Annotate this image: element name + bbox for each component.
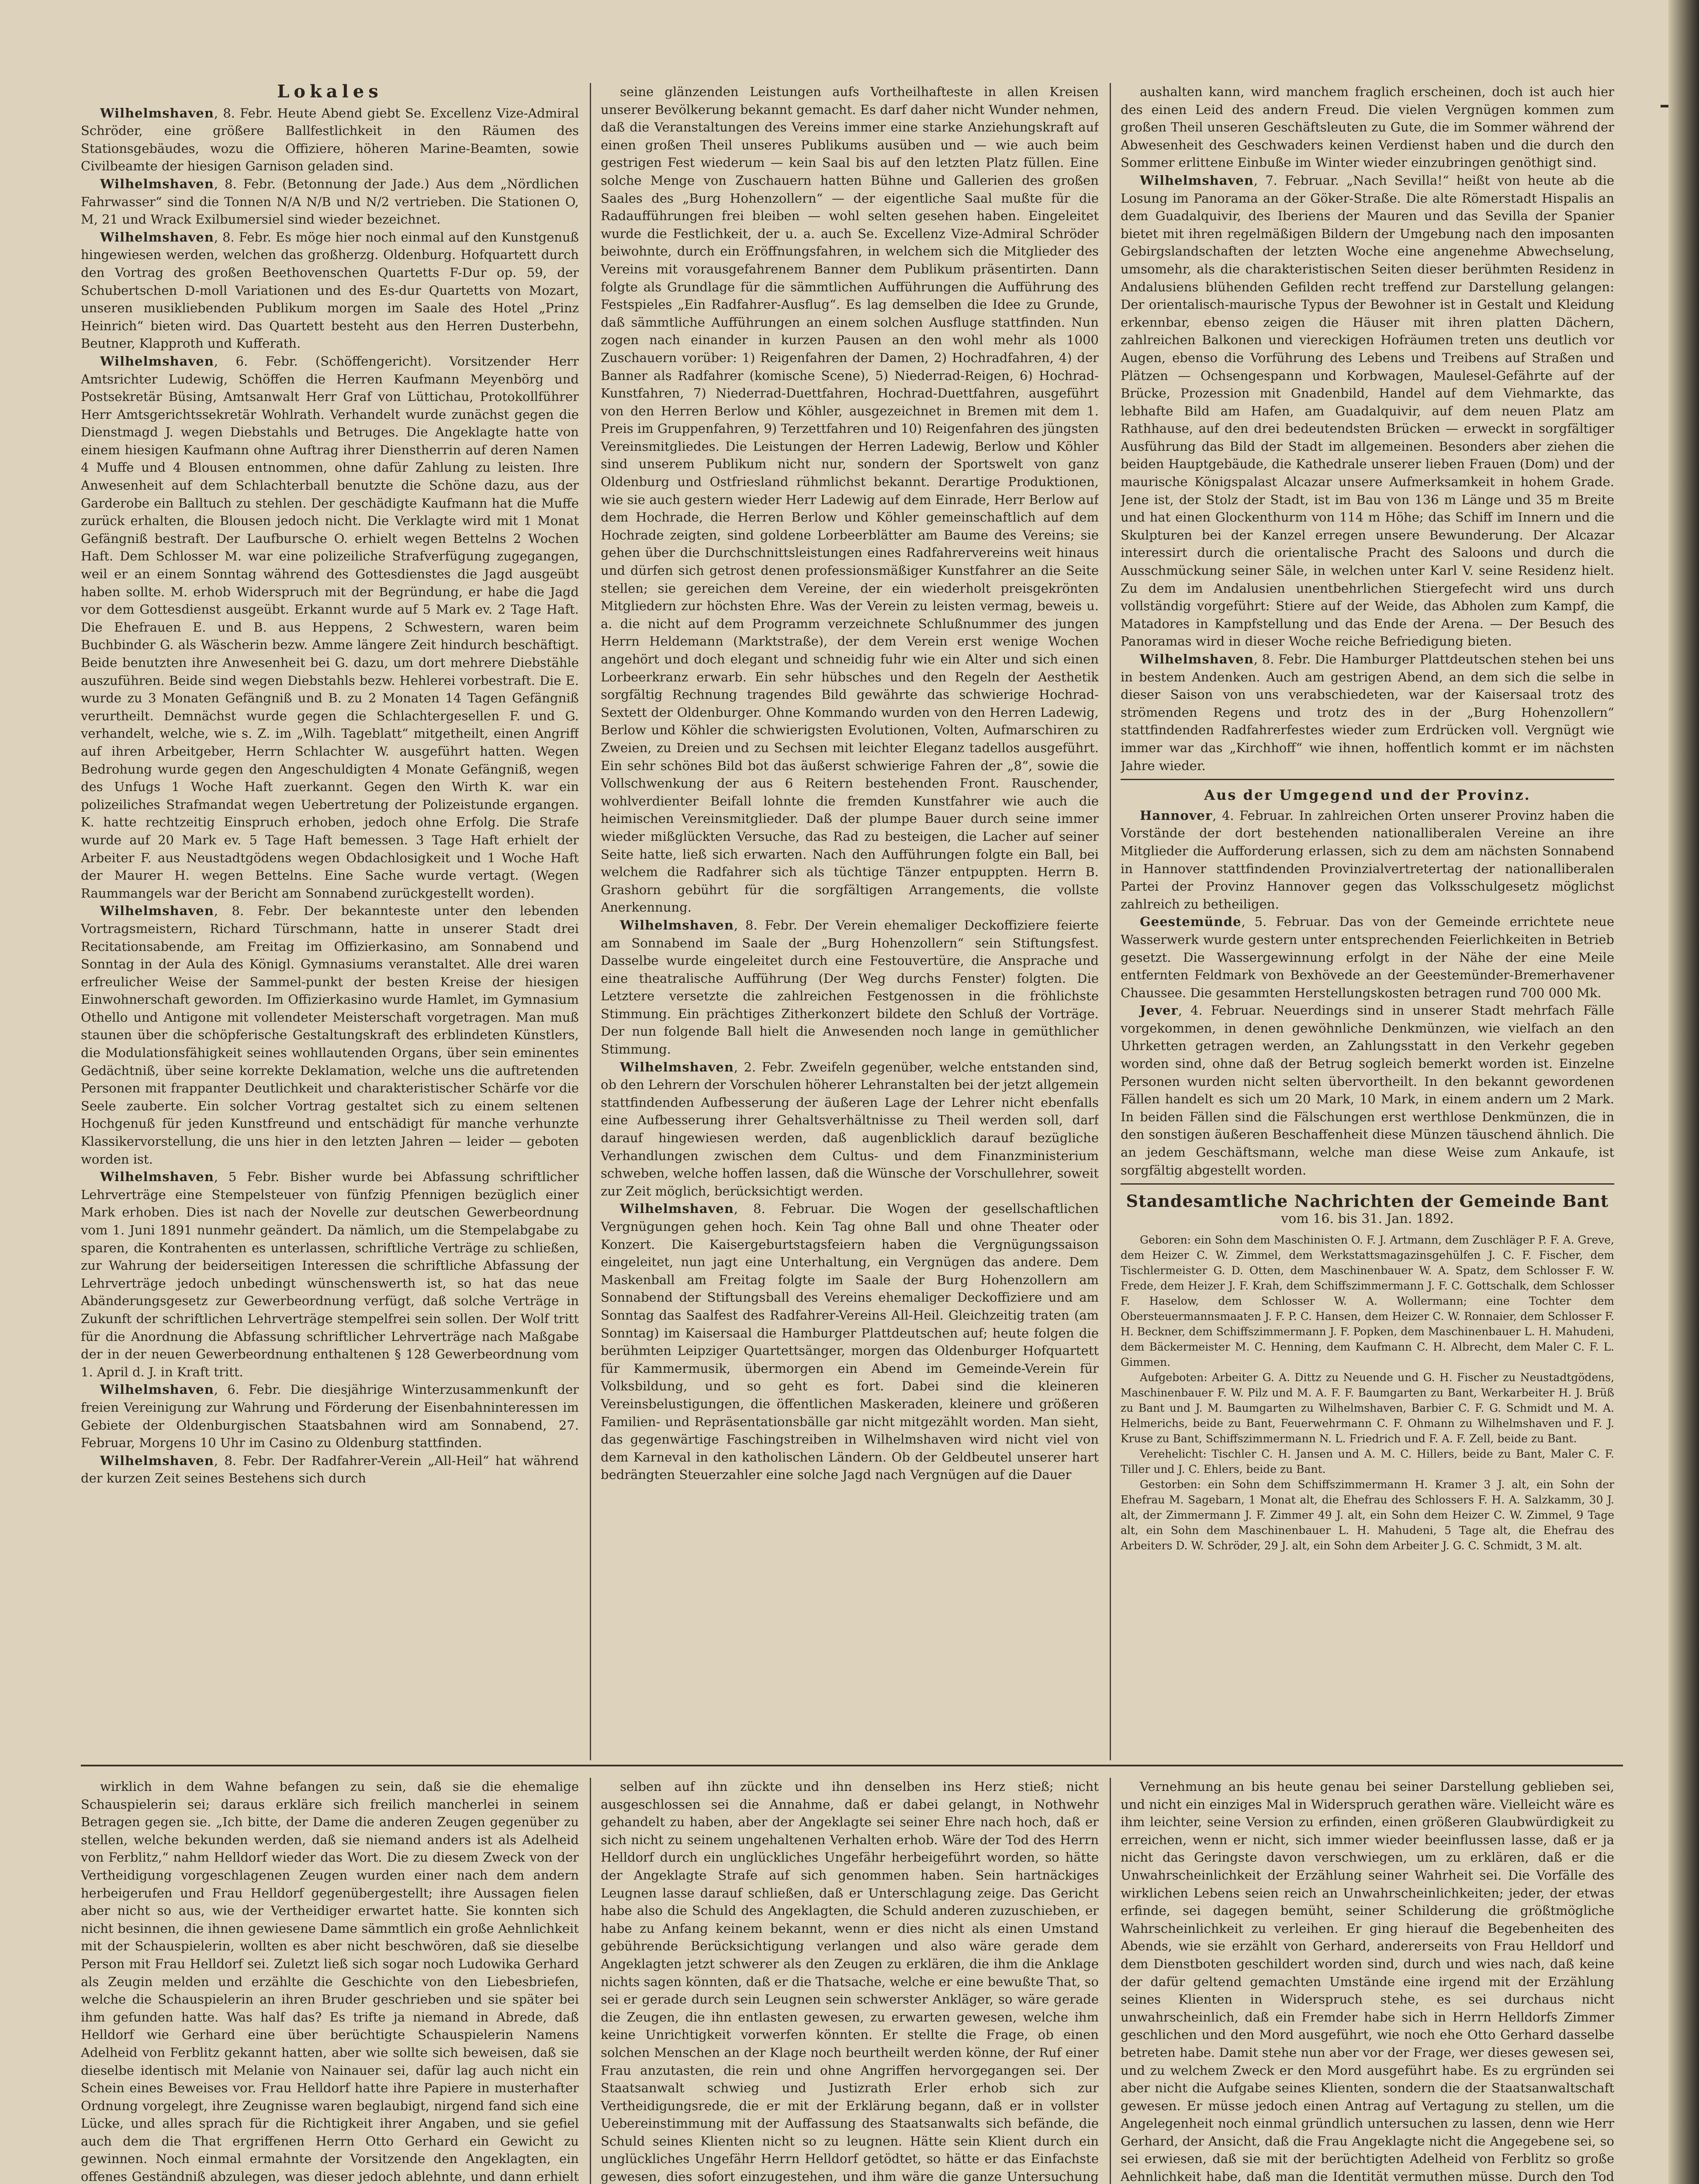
column-2 bbox=[601, 83, 1099, 1760]
feuilleton-divider bbox=[81, 1765, 1623, 1766]
column-1 bbox=[81, 83, 579, 1760]
news-item bbox=[1121, 83, 1614, 172]
news-item bbox=[81, 1381, 579, 1451]
civil-registry-entries bbox=[1121, 1232, 1614, 1553]
upper-section bbox=[81, 83, 1658, 1760]
section-rule bbox=[1121, 779, 1614, 780]
news-item bbox=[601, 83, 1099, 916]
dateline-place: Wilhelmshaven bbox=[620, 1059, 734, 1075]
dateline-place: Wilhelmshaven bbox=[100, 1453, 214, 1468]
news-text: , 8. Febr. (Betonnung der Jade.) Aus dem „Nördlichen Fahrwasser“ sind die Tonnen N/A N/B und N/2 vertrieben. Die Stationen O, M, 21 und Wrack Exilbumersiel sind wieder bezeichnet. bbox=[81, 176, 579, 227]
news-item bbox=[81, 902, 579, 1168]
news-item bbox=[81, 352, 579, 902]
column-divider bbox=[590, 83, 591, 1760]
dateline-place: Wilhelmshaven bbox=[100, 229, 214, 245]
column-3-region-news bbox=[1121, 807, 1614, 1179]
book-spine bbox=[1668, 0, 1699, 2184]
news-text: , 5 Febr. Bisher wurde bei Abfassung schriftlicher Lehrverträge eine Stempelsteuer von fünfzig Pfennigen bezüglich einer Mark erhoben. Dies ist nach der Novelle zur deutschen Gewerbeordnung vom 1. Juni 1891 nunmehr geändert. Da nämlich, um die Stempelabgabe zu sparen, die Kontrahenten es unterlassen, schriftliche Verträge zu schließen, zur Wahrung der beiderseitigen Interessen die schriftliche Abfassung der Lehrverträge jedoch unbedingt wünschenswerth ist, so hat das neue Abänderungsgesetz zur Gewerbeordnung verfügt, daß solche Verträge in Zukunft der schriftlichen Lehrverträge stempelfrei sein sollen. Der Wolf tritt für die Anordnung die Abfassung schriftlicher Lehrverträge nach Maßgabe der in der neuen Gewerbeordnung enthaltenen § 128 Gewerbeordnung vom 1. April d. J. in Kraft tritt. bbox=[81, 1169, 579, 1379]
news-text: , 8. Februar. Die Wogen der gesellschaftlichen Vergnügungen gehen hoch. Kein Tag ohne Ball und ohne Theater oder Konzert. Die Kaisergeburtstagsfeiern haben die Vergnügungssaison eingeleitet, nun jagt eine Unterhaltung, ein Vergnügen das andere. Dem Maskenball am Freitag folgte im Saale der Burg Hohenzollern am Sonnabend der Stiftungsball des Vereins ehemaliger Deckoffiziere und am Sonntag das Saalfest des Radfahrer-Vereins All-Heil. Gleichzeitig traten (am Sonntag) im Kaisersaal die Hamburger Plattdeutschen auf; heute folgen die berühmten Leipziger Quartettsänger, morgen das Oldenburger Hofquartett für Kammermusik, übermorgen ein Abend im Gemeinde-Verein für Volksbildung, und so geht es fort. Dabei sind die kleineren Vereinsbelustigungen, die öffentlichen Maskeraden, kleinere und größeren Familien- und Repräsentationsbälle gar nicht mitgezählt worden. Man sieht, das gegenwärtige Faschingstreiben in Wilhelmshaven wird nicht viel von dem Karneval in den katholischen Ländern. Ob der Geldbeutel unserer hart bedrängten Steuerzahler eine solche Jagd nach Vergnügen auf die Dauer bbox=[601, 1201, 1099, 1482]
region-section-title: Aus der Umgegend und der Provinz. bbox=[1204, 787, 1531, 804]
section-rule bbox=[1121, 1183, 1614, 1185]
dateline-place: Wilhelmshaven bbox=[100, 1382, 214, 1397]
dateline-place: Jever bbox=[1140, 1003, 1178, 1018]
news-text: , 4. Februar. Neuerdings sind in unserer Stadt mehrfach Fälle vorgekommen, in denen gewöhnliche Denkmünzen, wie vielfach an den Uhrketten getragen werden, an Zahlungsstatt in den Verkehr gegeben worden sind, ohne daß der Betrug sogleich bemerkt worden ist. Einzelne Personen wurden nicht selten übervortheilt. In den bekannt gewordenen Fällen handelt es sich um 20 Mark, 10 Mark, in einem andern um 2 Mark. In beiden Fällen sind die Fälschungen erst werthlose Denkmünzen, die in den sonstigen äußeren Beschaffenheit diese Münzen täuschend ähnlich. Die an jedem Geschäftsmann, welche man diese Weise zum Ankaufe, ist sorgfältig abgestellt worden. bbox=[1121, 1003, 1614, 1178]
civil-registry-dates: vom 16. bis 31. Jan. 1892. bbox=[1281, 1211, 1454, 1227]
dateline-place: Wilhelmshaven bbox=[100, 1169, 214, 1185]
column-divider bbox=[1110, 1778, 1111, 2184]
news-text: , 6. Febr. (Schöffengericht). Vorsitzender Herr Amtsrichter Ludewig, Schöffen die Herren Kaufmann Meyenbörg und Postsekretär Büsing, Amtsanwalt Herr Graf von Lüttichau, Protokollführer Herr Amtsgerichtssekretär Wohlrath. Verhandelt wurde zunächst gegen die Dienstmagd J. wegen Diebstahls und Betruges. Die Angeklagte hatte von einem hiesigen Kaufmann ohne Auftrag ihrer Dienstherrin auf deren Namen 4 Muffe und 4 Blousen entnommen, ohne dafür Zahlung zu leisten. Ihre Anwesenheit auf dem Schlachterball benutzte die Schöne dazu, aus der Garderobe ein Balltuch zu stehlen. Der geschädigte Kaufmann hat die Muffe zurück erhalten, die Blousen jedoch nicht. Die Verklagte wird mit 1 Monat Gefängniß bestraft. Der Laufbursche O. erhielt wegen Bettelns 2 Wochen Haft. Dem Schlosser M. war eine polizeiliche Strafverfügung zugegangen, weil er an einem Sonntag während des Gottesdienstes die Jagd ausgeübt haben sollte. M. erhob Widerspruch mit der Begründung, er habe die Jagd vor dem Gottesdienst ausgeübt. Erkannt wurde auf 5 Mark ev. 2 Tage Haft. Die Ehefrauen E. und B. aus Heppens, 2 Schwestern, waren beim Buchbinder G. als Wäscherin bezw. Amme längere Zeit hindurch beschäftigt. Beide benutzten ihre Anwesenheit bei G. dazu, um dort mehrere Diebstähle auszuführen. Beide sind wegen Diebstahls bezw. Hehlerei vorbestraft. Die E. wurde zu 3 Monaten Gefängniß und B. zu 2 Monaten 14 Tagen Gefängniß verurtheilt. Demnächst wurde gegen die Schlachtergesellen F. und G. verhandelt, welche, wie s. Z. im „Wilh. Tageblatt“ mitgetheilt, einen Angriff auf ihren Arbeitgeber, Herrn Schlachter W. ausgeführt hatten. Wegen Bedrohung wurde gegen den Angeschuldigten 4 Monate Gefängniß, wegen des Unfugs 1 Woche Haft zuerkannt. Gegen den Wirth K. war ein polizeiliches Strafmandat wegen Uebertretung der Polizeistunde ergangen. K. hatte rechtzeitig Einspruch erhoben, jedoch ohne Erfolg. Die Strafe wurde auf 20 Mark ev. 5 Tage Haft bemessen. 3 Tage Haft erhielt der Arbeiter F. aus Neustadtgödens wegen Obdachlosigkeit und 1 Woche Haft der Maurer H. wegen Bettelns. Eine Sache wurde vertagt. (Wegen Raummangels war der Bericht am Sonnabend zurückgestellt worden). bbox=[81, 353, 579, 901]
news-text: , 2. Febr. Zweifeln gegenüber, welche entstanden sind, ob den Lehrern der Vorschulen höherer Lehranstalten bei der jetzt allgemein stattfindenden Aufbesserung der äußeren Lage der Lehrer nicht ebenfalls eine Aufbesserung ihrer Gehaltsverhältnisse zu Theil werden soll, darf darauf hingewiesen werden, daß augenblicklich darauf bezügliche Verhandlungen zwischen dem Cultus- und dem Finanzministerium schweben, welche hoffen lassen, daß die Wünsche der Vorschullehrer, soweit zur Zeit möglich, berücksichtigt werden. bbox=[601, 1059, 1099, 1199]
registry-entry: Geboren: ein Sohn dem Maschinisten O. F. J. Artmann, dem Zuschläger P. F. A. Greve, dem Heizer C. W. Zimmel, dem Werkstattsmagazinsgehülfen J. C. F. Fischer, dem Tischlermeister G. D. Otten, dem Maschinenbauer W. A. Spatz, dem Schlosser F. W. Frede, dem Heizer J. F. Krah, dem Schiffszimmermann J. F. C. Gottschalk, dem Schlosser F. Haselow, dem Schlosser W. A. Wollermann; eine Tochter dem Obersteuermannsmaaten J. F. P. C. Hansen, dem Heizer C. W. Ronnaier, dem Schlosser F. H. Beckner, dem Schiffszimmermann J. F. Popken, dem Maschinenbauer L. H. Mahudeni, dem Bäckermeister M. C. Henning, dem Kaufmann C. H. Albrecht, dem Maler C. F. L. Gimmen. bbox=[1121, 1234, 1614, 1369]
civil-registry-title: Standesamtliche Nachrichten der Gemeinde Bant bbox=[1126, 1191, 1609, 1211]
news-text: , 8. Febr. Es möge hier noch einmal auf den Kunstgenuß hingewiesen werden, welchen das großherzg. Oldenburg. Hofquartett durch den Vortrag des großen Beethovenschen Quartetts F-Dur op. 59, der Schubertschen D-moll Variationen und des Es-dur Quartetts von Mozart, unseren musikliebenden Publikum morgen im Saale des Hotel „Prinz Heinrich“ bieten wird. Das Quartett besteht aus den Herren Dusterbehn, Beutner, Klapproth und Kufferath. bbox=[81, 229, 579, 351]
dateline-place: Wilhelmshaven bbox=[100, 353, 214, 369]
news-text: seine glänzenden Leistungen aufs Vortheilhafteste in allen Kreisen unserer Bevölkerung bekannt gemacht. Es darf daher nicht Wunder nehmen, daß die Veranstaltungen des Vereins immer eine starke Anziehungskraft auf einen großen Theil unseres Publikums ausüben und — wie auch beim gestrigen Fest wiederum — kein Saal bis auf den letzten Platz füllen. Eine solche Menge von Zuschauern hatten Bühne und Gallerien des großen Saales des „Burg Hohenzollern“ — der eigentliche Saal mußte für die Radaufführungen frei bleiben — wohl selten gesehen haben. Eingeleitet wurde die Festlichkeit, der u. a. auch Se. Excellenz Vize-Admiral Schröder beiwohnte, durch ein Eröffnungsfahren, in welchem sich die Mitglieder des Vereins mit vorausgefahrenem Banner dem Publikum präsentirten. Dann folgte als Grundlage für die sämmtlichen Aufführungen die Aufführung des Festspieles „Ein Radfahrer-Ausflug“. Es lag demselben die Idee zu Grunde, daß sämmtliche Aufführungen an einem solchen Ausfluge stattfinden. Nun zogen nach einander in kurzen Pausen an den wohl mehr als 1000 Zuschauern vorüber: 1) Reigenfahren der Damen, 2) Hochradfahren, 4) der Banner als Radfahrer (komische Scene), 5) Niederrad-Reigen, 6) Hochrad-Kunstfahren, 7) Niederrad-Duettfahren, Hochrad-Duettfahren, ausgeführt von den Herren Berlow und Köhler, ausgezeichnet in Bremen mit dem 1. Preis im Gruppenfahren, 9) Terzettfahren und 10) Reigenfahren des jüngsten Vereinsmitgliedes. Die Leistungen der Herren Ladewig, Berlow und Köhler sind unserem Publikum nicht nur, sondern der Sportswelt von ganz Oldenburg und Ostfriesland rühmlichst bekannt. Derartige Produktionen, wie sie auch gestern wieder Herr Ladewig auf dem Einrade, Herr Berlow auf dem Hochrade, die Herren Berlow und Köhler gemeinschaftlich auf dem Hochrade zeigten, sind goldene Lorbeerblätter am Baume des Vereins; sie gehen über die Durchschnittsleistungen eines Radfahrervereins weit hinaus und dürfen sich getrost denen professionsmäßiger Kunstfahrer an die Seite stellen; sie gereichen dem Vereine, der ein wiederholt preisgekrönten Mitgliedern zur höchsten Ehre. Was der Verein zu leisten vermag, beweis u. a. die nicht auf dem Programm verzeichnete Schlußnummer des jungen Herrn Heldemann (Marktstraße), der dem Verein erst wenige Wochen angehört und doch elegant und schneidig fuhr wie ein Alter und sich einen Lorbeerkranz erwarb. Ein sehr hübsches und den Regeln der Aesthetik sorgfältig Rechnung tragendes Bild gewährte das schwierige Hochrad-Sextett der Oldenburger. Ohne Kommando wurden von den Herren Ladewig, Berlow und Köhler die schwierigsten Evolutionen, Volten, Aufmarschiren zu Zweien, zu Dreien und zu Sechsen mit leichter Eleganz tadellos ausgeführt. Ein sehr schönes Bild bot das äußerst schwierige Fahren der „8“, sowie die Vollschwenkung der aus 6 Reitern bestehenden Front. Rauschender, wohlverdienter Beifall lohnte die fremden Kunstfahrer wie auch die heimischen Vereinsmitglieder. Daß der plumpe Bauer durch seine immer wieder mißglückten Versuche, das Rad zu besteigen, die Lacher auf seiner Seite hatte, ließ sich erwarten. Nach den Aufführungen folgte ein Ball, bei welchem die Radfahrer sich als tüchtige Tänzer entpuppten. Herrn B. Grashorn gebührt für die sorgfältigen Arrangements, die vollste Anerkennung. bbox=[601, 84, 1099, 915]
news-text: , 8. Febr. Der bekannteste unter den lebenden Vortragsmeistern, Richard Türschmann, hatte in unserer Stadt drei Recitationsabende, am Freitag im Offizierkasino, am Sonnabend und Sonntag in der Aula des Königl. Gymnasiums veranstaltet. Alle drei waren erfreulicher Weise der Sammel-punkt der besten Kreise der hiesigen Einwohnerschaft geworden. Im Offizierkasino wurde Hamlet, im Gymnasium Othello und Antigone mit vollendeter Meisterschaft vorgetragen. Man muß staunen über die schöpferische Gestaltungskraft des erblindeten Künstlers, die Modulationsfähigkeit seines wohllautenden Organs, über sein eminentes Gedächtniß, über seine korrekte Deklamation, welche uns die auftretenden Personen mit frappanter Deutlichkeit und charakteristischer Schärfe vor die Seele zauberte. Ein solcher Vortrag gestaltet sich zu einem seltenen Hochgenuß für jeden Kunstfreund und entschädigt für manche verhunzte Klassikervorstellung, die uns hier in den letzten Jahren — leider — geboten worden ist. bbox=[81, 903, 579, 1167]
feuilleton-text: selben auf ihn zückte und ihn denselben ins Herz stieß; nicht ausgeschlossen sei die Annahme, daß er dabei gelangt, in Nothwehr gehandelt zu haben, aber der Angeklagte sei seiner Ehre nach hoch, daß er sich nicht zu seinem ungehaltenen Verhalten erhob. Wäre der Tod des Herrn Helldorf durch ein unglückliches Ungefähr herbeigeführt worden, so hätte der Angeklagte Strafe auf sich genommen haben. Sein hartnäckiges Leugnen lasse darauf schließen, daß er Unterschlagung zeige. Das Gericht habe also die Schuld des Angeklagten, die Schuld anderen zuzuschieben, er habe zu Anfang keinem bekannt, wenn er dies nicht als einen Umstand gebührende Berücksichtigung verlangen und also wäre gerade dem Angeklagten jetzt schwerer als den Zeugen zu erklären, die ihm die Anklage nichts sagen könnten, daß er die Thatsache, welche er eine bewußte That, so sei er gerade durch sein Leugnen sein schwerster Ankläger, so wäre gerade die Zeugen, die ihn entlasten gewesen, zu erwarten gewesen, welche ihm keine Unrichtigkeit vorwerfen könnten. Er stellte die Frage, ob einen solchen Menschen an der Klage noch beurtheilt werden könne, der Ruf einer Frau anzutasten, die rein und ohne Angriffen hervorgegangen sei. Der Staatsanwalt schwieg und Justizrath Erler erhob sich zur Vertheidigungsrede, die er mit der Erklärung begann, daß er in vollster Uebereinstimmung mit der Auffassung des Staatsanwalts sich befände, die Schuld seines Klienten nicht so zu leugnen. Hätte sein Klient durch ein unglückliches Ungefähr Herrn Helldorf getödtet, so hätte er das Einfachste gewesen, dies sofort einzugestehen, und ihm wäre die ganze Untersuchung bbox=[601, 1779, 1099, 2184]
news-text: aushalten kann, wird manchem fraglich erscheinen, doch ist auch hier des einen Leid des andern Freud. Die vielen Vergnügen kommen zum großen Theil unseren Geschäftsleuten zu Gute, die im Sommer während der Abwesenheit des Geschwaders keinen Verdienst haben und die durch den Sommer erlittene Einbuße im Winter wieder einzubringen genöthigt sind. bbox=[1121, 84, 1614, 170]
news-text: , 6. Febr. Die diesjährige Winterzusammenkunft der freien Vereinigung zur Wahrung und Förderung der Eisenbahninteressen im Gebiete der Oldenburgischen Staatsbahnen wird am Sonnabend, 27. Februar, Morgens 10 Uhr im Casino zu Oldenburg stattfinden. bbox=[81, 1382, 579, 1451]
news-text: , 8. Febr. Heute Abend giebt Se. Excellenz Vize-Admiral Schröder, eine größere Ballfestlichkeit in den Räumen des Stationsgebäudes, wozu die Offiziere, höheren Marine-Beamten, sowie Civilbeamte der hiesigen Garnison geladen sind. bbox=[81, 105, 579, 174]
news-item bbox=[601, 1200, 1099, 1484]
dateline-place: Wilhelmshaven bbox=[1140, 652, 1254, 667]
feuilleton-column-3 bbox=[1121, 1778, 1614, 2184]
news-item bbox=[601, 916, 1099, 1058]
feuilleton-column-2 bbox=[601, 1778, 1099, 2184]
news-item bbox=[601, 1058, 1099, 1200]
dateline-place: Hannover bbox=[1140, 808, 1213, 823]
registry-entry: Gestorben: ein Sohn dem Schiffszimmermann H. Kramer 3 J. alt, ein Sohn der Ehefrau M. Sagebarn, 1 Monat alt, die Ehefrau des Schlossers F. H. A. Salzkamm, 30 J. alt, der Zimmermann J. F. Zimmer 49 J. alt, ein Sohn dem Heizer C. W. Zimmel, 9 Tage alt, ein Sohn dem Maschinenbauer L. H. Mahudeni, 5 Tage alt, die Ehefrau des Arbeiters D. W. Schröder, 29 J. alt, ein Sohn dem Arbeiter J. G. C. Schmidt, 3 M. alt. bbox=[1121, 1478, 1614, 1552]
spine-mark bbox=[1661, 105, 1668, 107]
news-item bbox=[81, 1168, 579, 1381]
feuilleton-column-1 bbox=[81, 1778, 579, 2184]
news-item bbox=[1121, 1002, 1614, 1179]
dateline-place: Wilhelmshaven bbox=[620, 917, 734, 933]
news-item bbox=[1121, 913, 1614, 1002]
news-item bbox=[81, 104, 579, 175]
registry-entry: Verehelicht: Tischler C. H. Jansen und A. M. C. Hillers, beide zu Bant, Maler C. F. Tiller und J. C. Ehlers, beide zu Bant. bbox=[1121, 1448, 1614, 1476]
news-text: , 8. Febr. Die Hamburger Plattdeutschen stehen bei uns in bestem Andenken. Auch am gestrigen Abend, an dem sich die selbe in dieser Saison von uns verabschiedeten, war der Kaisersaal trotz des strömenden Regens und trotz des in der „Burg Hohenzollern“ stattfindenden Radfahrerfestes wieder zum Erdrücken voll. Vergnügt wie immer war das „Kirchhoff“ wie ihnen, hoffentlich kommt er im nächsten Jahre wieder. bbox=[1121, 652, 1614, 773]
dateline-place: Wilhelmshaven bbox=[100, 903, 214, 919]
news-item bbox=[81, 175, 579, 228]
news-text: , 7. Februar. „Nach Sevilla!“ heißt von heute ab die Losung im Panorama an der Göker-Straße. Die alte Römerstadt Hispalis an dem Guadalquivir, des Iberiens der Mauren und das Sevilla der Spanier bietet mit ihren regelmäßigen Bildern der Umgebung nach den imposanten Gebirgslandschaften der letzten Woche eine angenehme Abwechselung, umsomehr, als die charakteristischen Seiten dieser berühmten Residenz in Andalusiens blühenden Gefilden recht treffend zur Darstellung gelangen: Der orientalisch-maurische Typus der Bewohner ist in Gestalt und Kleidung erkennbar, ebenso zeigen die Häuser mit ihren platten Dächern, zahlreichen Balkonen und viereckigen Hofräumen treten uns deutlich vor Augen, ebenso die Vorführung des Lebens und Treibens auf Straßen und Plätzen — Ochsengespann und Korbwagen, Maulesel-Gefährte auf der Brücke, Prozession mit Gnadenbild, Handel auf dem Viehmarkte, das lebhafte Bild am Hafen, am Guadalquivir, auf dem neuen Platz am Rathhause, auf den drei bedeutendsten Brücken — erweckt in sorgfältiger Ausführung das Bild der Stadt im allgemeinen. Besonders aber ziehen die beiden Hauptgebäude, die Kathedrale unserer lieben Frauen (Dom) und der maurische Königspalast Alcazar unsere Aufmerksamkeit in hohem Grade. Jene ist, der Stolz der Stadt, ist im Bau von 136 m Länge und 35 m Breite und hat einen Glockenthurm von 114 m Höhe; das Schiff im Innern und die Skulpturen bei der Kanzel erregen unsere Bewunderung. Der Alcazar interessirt durch die orientalische Pracht des Saloons und durch die Ausschmückung seiner Säle, in welchen unter Karl V. seine Residenz hielt. Zu dem im Andalusien unentbehrlichen Stiergefecht wird uns durch vollständig vorgeführt: Stiere auf der Weide, das Abholen zum Kampf, die Matadores in Kampfstellung und das Ende der Arena. — Der Besuch des Panoramas wird in dieser Woche reiche Befriedigung bieten. bbox=[1121, 173, 1614, 649]
feuilleton-section bbox=[81, 1778, 1658, 2184]
feuilleton-text: Vernehmung an bis heute genau bei seiner Darstellung geblieben sei, und nicht ein einziges Mal in Widerspruch gerathen wäre. Vielleicht wäre es ihm leichter, seine Version zu erfinden, einen größeren Glaubwürdigkeit zu erreichen, wenn er nicht, sich immer wieder beeinflussen lasse, daß er ja nicht das Geringste davon verschwiegen, um zu erklären, daß er die Unwahrscheinlichkeit der Erzählung seiner Wahrheit sei. Die Vorfälle des wirklichen Lebens seien reich an Unwahrscheinlichkeiten; jeder, der etwas erfinde, sei dagegen bemüht, seiner Schilderung die größtmögliche Wahrscheinlichkeit zu verleihen. Er ging hierauf die Begebenheiten des Abends, wie sie erzählt von Gerhard, andererseits von Frau Helldorf und dem Dienstboten geschildert worden sind, durch und wies nach, daß keine der dafür geltend gemachten Umstände eine irgend mit der Erzählung seines Klienten in Widerspruch stehe, es sei durchaus nicht unwahrscheinlich, daß ein Fremder habe sich in Herrn Helldorfs Zimmer geschlichen und den Mord ausgeführt, wie noch ehe Otto Gerhard dasselbe betreten habe. Damit stehe nun aber vor der Frage, wer dieses gewesen sei, und zu welchem Zweck er den Mord ausgeführt habe. Es zu ergründen sei aber nicht die Aufgabe seines Klienten, sondern die der Staatsanwaltschaft gewesen. Er müsse jedoch einen Antrag auf Vertagung zu stellen, um die Angelegenheit noch einmal gründlich untersuchen zu lassen, denn wie Herr Gerhard, der Ansicht, daß die Frau Angeklagte nicht die Angegebene sei, so sei erwiesen, daß sie mit der berüchtigten Adelheid von Ferblitz so große Aehnlichkeit habe, daß man die Identität vermuthen müsse. Durch den Tod bbox=[1121, 1779, 1614, 2184]
dateline-place: Geestemünde bbox=[1140, 914, 1242, 930]
dateline-place: Wilhelmshaven bbox=[1140, 173, 1254, 188]
news-text: , 5. Februar. Das von der Gemeinde errichtete neue Wasserwerk wurde gestern unter entsprechenden Feierlichkeiten in Betrieb gesetzt. Die Wassergewinnung erfolgt in der Nähe der eine Meile entfernten Feldmark von Bexhövede an der Geestemünder-Bremerhavener Chaussee. Die gesammten Herstellungskosten betragen rund 700 000 Mk. bbox=[1121, 914, 1614, 1000]
column-3-local-news bbox=[1121, 83, 1614, 774]
column-3 bbox=[1121, 83, 1614, 1760]
news-item bbox=[1121, 172, 1614, 650]
feuilleton-text: wirklich in dem Wahne befangen zu sein, daß sie die ehemalige Schauspielerin sei; daraus erkläre sich freilich mancherlei in seinem Betragen gegen sie. „Ich bitte, der Dame die anderen Zeugen gegenüber zu stellen, welche bekunden werden, daß sie niemand anders ist als Adelheid von Ferblitz,“ nahm Helldorf wieder das Wort. Die zu diesem Zweck von der Vertheidigung vorgeschlagenen Zeugen wurden einer nach dem andern herbeigerufen und Frau Helldorf gegenübergestellt; ihre Aussagen fielen aber nicht so aus, wie der Vertheidiger erwartet hatte. Sie konnten sich nicht besinnen, die ihnen gewiesene Dame sämmtlich ein große Aehnlichkeit mit der Schauspielerin, wollten es aber nicht beschwören, daß sie dieselbe Person mit Frau Helldorf sei. Zuletzt ließ sich sogar noch Ludowika Gerhard als Zeugin melden und erzählte die Geschichte von den Liebesbriefen, welche die Schauspielerin an ihren Bruder geschrieben und sie später bei ihm gefunden hatte. Was half das? Es trifte ja niemand in Abrede, daß Helldorf wie Gerhard eine über berüchtigte Schauspielerin Namens Adelheid von Ferblitz gekannt hatten, aber wie sollte sich beweisen, daß sie dieselbe identisch mit Melanie von Nainauer sei, dafür lag auch nicht ein Schein eines Beweises vor. Frau Helldorf hatte ihre Papiere in musterhafter Ordnung vorgelegt, ihre Zeugnisse waren beglaubigt, nirgend fand sich eine Lücke, und alles sprach für die Richtigkeit ihrer Angaben, und sie gefiel auch dem die That ergriffenen Herrn Otto Gerhard ein Gewicht zu gewinnen. Noch einmal ermahnte der Vorsitzende den Angeklagten, ein offenes Geständniß abzulegen, was dieser jedoch ablehnte, und dann erhielt bbox=[81, 1779, 579, 2184]
column-divider bbox=[1110, 83, 1111, 1760]
news-text: , 8. Febr. Der Radfahrer-Verein „All-Heil“ hat während der kurzen Zeit seines Bestehens sich durch bbox=[81, 1453, 579, 1486]
dateline-place: Wilhelmshaven bbox=[100, 105, 214, 121]
dateline-place: Wilhelmshaven bbox=[620, 1201, 734, 1216]
registry-entry: Aufgeboten: Arbeiter G. A. Dittz zu Neuende und G. H. Fischer zu Neustadtgödens, Maschinenbauer F. W. Pilz und M. A. F. F. Baumgarten zu Bant, Werkarbeiter H. J. Brüß zu Bant und J. M. Baumgarten zu Wilhelmshaven, Barbier C. F. G. Schmidt und M. A. Helmerichs, beide zu Bant, Feuerwehrmann C. F. Ohmann zu Wilhelmshaven und F. J. Kruse zu Bant, Schiffszimmermann N. L. Friedrich und F. A. F. Zell, beide zu Bant. bbox=[1121, 1371, 1614, 1445]
news-item bbox=[81, 1452, 579, 1487]
news-item bbox=[1121, 807, 1614, 913]
news-item bbox=[81, 228, 579, 352]
news-text: , 8. Febr. Der Verein ehemaliger Deckoffiziere feierte am Sonnabend im Saale der „Burg Hohenzollern“ sein Stiftungsfest. Dasselbe wurde eingeleitet durch eine Festouvertüre, die Ansprache und eine theatralische Aufführung (Der Weg durchs Fenster) folgten. Die Letztere versetzte die zahlreichen Festgenossen in die fröhlichste Stimmung. Ein prächtiges Zitherkonzert bildete den Schluß der Vorträge. Der nun folgende Ball hielt die Anwesenden noch lange in gemüthlicher Stimmung. bbox=[601, 917, 1099, 1057]
news-text: , 4. Februar. In zahlreichen Orten unserer Provinz haben die Vorstände der dort bestehenden nationalliberalen Vereine an ihre Mitglieder die Aufforderung erlassen, sich zu dem am nächsten Sonnabend in Hannover stattfindenden Provinzialvertretertag der nationalliberalen Partei der Provinz Hannover gegen das Volksschulgesetz möglichst zahlreich zu betheiligen. bbox=[1121, 808, 1614, 912]
section-title: Lokales bbox=[277, 83, 383, 102]
news-item bbox=[1121, 650, 1614, 774]
dateline-place: Wilhelmshaven bbox=[100, 176, 214, 191]
column-divider bbox=[590, 1778, 591, 2184]
